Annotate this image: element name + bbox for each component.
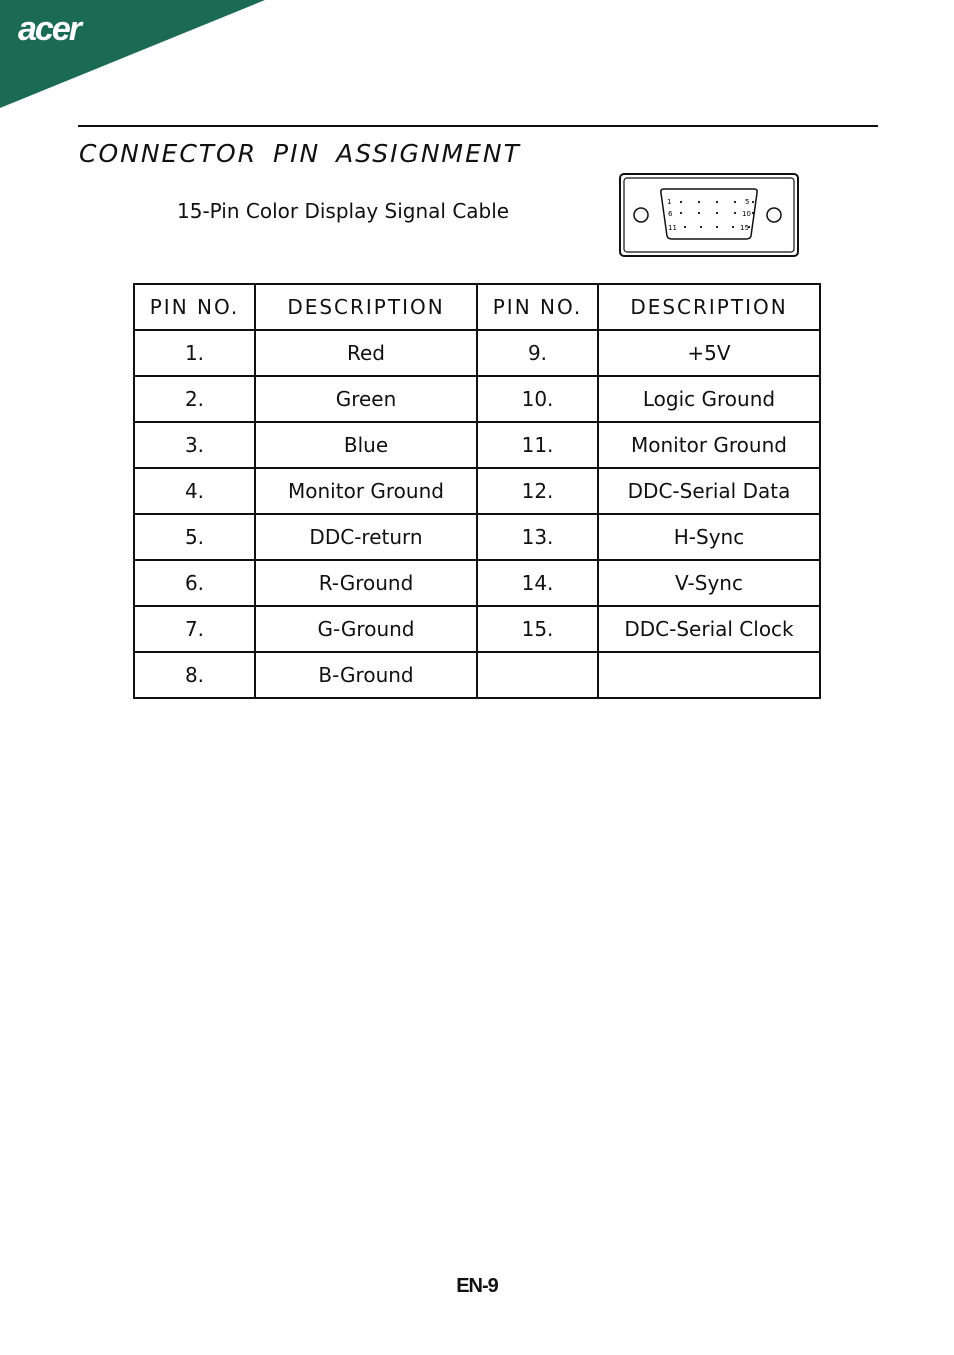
description-cell: R-Ground (255, 560, 477, 606)
description-cell: B-Ground (255, 652, 477, 698)
pin-label-6: 6 (668, 210, 673, 218)
pin-label-15: 15 (740, 224, 749, 232)
table-row (134, 560, 820, 606)
pin-number-cell: 7. (134, 606, 255, 652)
description-cell: DDC-Serial Data (598, 468, 820, 514)
pin-assignment-table (133, 283, 821, 699)
pin-dot (734, 201, 736, 203)
cable-subtitle: 15-Pin Color Display Signal Cable (177, 199, 510, 223)
pin-dot (680, 212, 682, 214)
pin-dot (752, 201, 754, 203)
description-cell: V-Sync (598, 560, 820, 606)
table-row (134, 422, 820, 468)
table-row (134, 468, 820, 514)
description-cell: G-Ground (255, 606, 477, 652)
table-row (134, 652, 820, 698)
table-header-row (134, 284, 820, 330)
description-cell: DDC-Serial Clock (598, 606, 820, 652)
pin-dot (698, 201, 700, 203)
description-cell: Blue (255, 422, 477, 468)
description-cell: H-Sync (598, 514, 820, 560)
pin-dot (684, 226, 686, 228)
pin-number-cell: 5. (134, 514, 255, 560)
column-header-pin-no: PIN NO. (477, 284, 598, 330)
pin-dot (716, 201, 718, 203)
pin-number-cell: 3. (134, 422, 255, 468)
description-cell: Logic Ground (598, 376, 820, 422)
header-rule (78, 125, 878, 127)
section-title: CONNECTOR PIN ASSIGNMENT (79, 139, 521, 168)
description-cell: Red (255, 330, 477, 376)
description-cell: Monitor Ground (255, 468, 477, 514)
pin-number-cell: 1. (134, 330, 255, 376)
description-cell: DDC-return (255, 514, 477, 560)
pin-dot (716, 226, 718, 228)
pin-number-cell (477, 652, 598, 698)
pin-dot (752, 212, 754, 214)
pin-label-5: 5 (745, 198, 750, 206)
pin-label-11: 11 (668, 224, 677, 232)
table-row (134, 330, 820, 376)
page-number: EN-9 (456, 1275, 498, 1297)
table-row (134, 606, 820, 652)
pin-dot (700, 226, 702, 228)
description-cell (598, 652, 820, 698)
pin-dot (698, 212, 700, 214)
pin-number-cell: 11. (477, 422, 598, 468)
pin-number-cell: 15. (477, 606, 598, 652)
description-cell: Green (255, 376, 477, 422)
description-cell: +5V (598, 330, 820, 376)
pin-number-cell: 14. (477, 560, 598, 606)
pin-dot (680, 201, 682, 203)
column-header-pin-no: PIN NO. (134, 284, 255, 330)
description-cell: Monitor Ground (598, 422, 820, 468)
pin-number-cell: 12. (477, 468, 598, 514)
pin-number-cell: 10. (477, 376, 598, 422)
pin-dot (734, 212, 736, 214)
pin-number-cell: 8. (134, 652, 255, 698)
pin-number-cell: 4. (134, 468, 255, 514)
acer-logo: acer (18, 10, 80, 48)
pin-number-cell: 6. (134, 560, 255, 606)
pin-label-10: 10 (742, 210, 751, 218)
pin-dot (732, 226, 734, 228)
table-row (134, 376, 820, 422)
pin-number-cell: 9. (477, 330, 598, 376)
column-header-description: DESCRIPTION (598, 284, 820, 330)
pin-number-cell: 2. (134, 376, 255, 422)
pin-dot (716, 212, 718, 214)
pin-number-cell: 13. (477, 514, 598, 560)
vga-connector-icon (618, 172, 800, 258)
table-row (134, 514, 820, 560)
pin-label-1: 1 (667, 198, 672, 206)
column-header-description: DESCRIPTION (255, 284, 477, 330)
